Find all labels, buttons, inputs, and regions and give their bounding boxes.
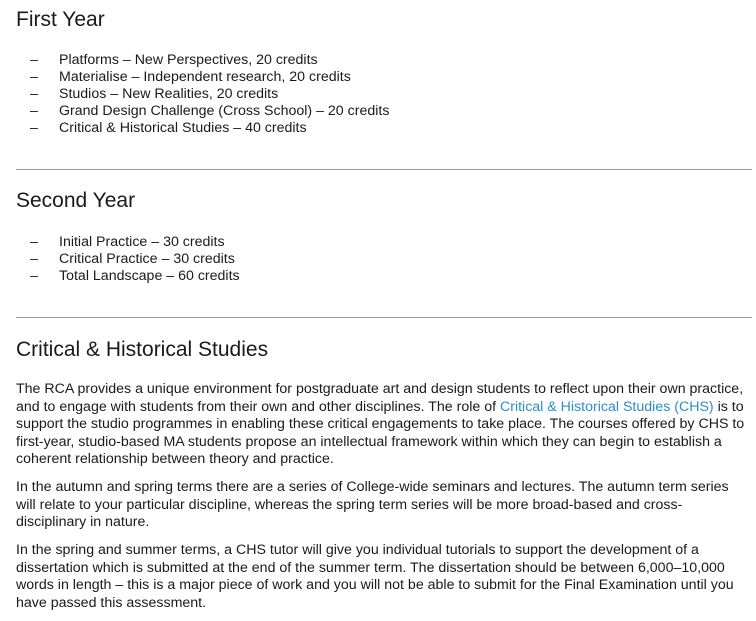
dash-icon: –: [30, 268, 38, 284]
list-item: [30, 234, 240, 251]
chs-intro-text-cont: is to support the studio programmes in enabling these critical engagements to take place. The courses offered by CHS to first-year, studio-based MA students propose an intellectual framework within which they can begin to establish a coherent relationship between theory and practice.: [16, 398, 745, 467]
dash-icon: –: [30, 52, 38, 68]
list-item-label: Studios – New Realities, 20 credits: [59, 86, 279, 102]
list-item-label: Critical & Historical Studies – 40 credits: [59, 120, 307, 136]
second-year-list: [30, 234, 240, 285]
dash-icon: –: [30, 69, 38, 85]
list-item: [30, 268, 240, 285]
list-item: [30, 86, 389, 103]
chs-paragraph-dissertation: In the spring and summer terms, a CHS tutor will give you individual tutorials to support the development of a dissertation which is submitted at the end of the summer term. The dissertation should be between 6,000–10,000 words in length – this is a major piece of work and you will not be able to submit for the Final Examination until you have passed this assessment.: [16, 542, 734, 611]
list-item-label: Platforms – New Perspectives, 20 credits: [59, 52, 318, 68]
chs-link[interactable]: Critical & Historical Studies (CHS): [499, 398, 714, 415]
dash-icon: –: [30, 103, 38, 119]
list-item: [30, 69, 389, 86]
chs-intro-text: The RCA provides a unique environment for postgraduate art and design students to reflect upon their own practice, and to engage with students from their own and other disciplines. The role of: [16, 381, 744, 415]
chs-heading: Critical & Historical Studies: [16, 338, 269, 361]
first-year-list: [30, 52, 389, 137]
second-year-heading: Second Year: [16, 189, 136, 212]
dash-icon: –: [30, 120, 38, 136]
list-item-label: Grand Design Challenge (Cross School) – 20 credits: [59, 103, 390, 119]
dash-icon: –: [30, 234, 38, 250]
section-divider: [16, 317, 752, 318]
first-year-heading: First Year: [16, 8, 105, 31]
dash-icon: –: [30, 251, 38, 267]
list-item-label: Materialise – Independent research, 20 credits: [59, 69, 351, 85]
section-divider: [16, 169, 752, 170]
list-item: [30, 103, 389, 120]
chs-paragraph-intro: [16, 381, 752, 469]
chs-paragraph-seminars: In the autumn and spring terms there are a series of College-wide seminars and lectures. The autumn term series will relate to your particular discipline, whereas the spring term series will be more broad-based and cross-disciplinary in nature.: [16, 479, 729, 530]
list-item: [30, 52, 389, 69]
list-item: [30, 120, 389, 137]
list-item-label: Initial Practice – 30 credits: [59, 234, 225, 250]
list-item-label: Critical Practice – 30 credits: [59, 251, 235, 267]
list-item: [30, 251, 240, 268]
list-item-label: Total Landscape – 60 credits: [59, 268, 240, 284]
dash-icon: –: [30, 86, 38, 102]
